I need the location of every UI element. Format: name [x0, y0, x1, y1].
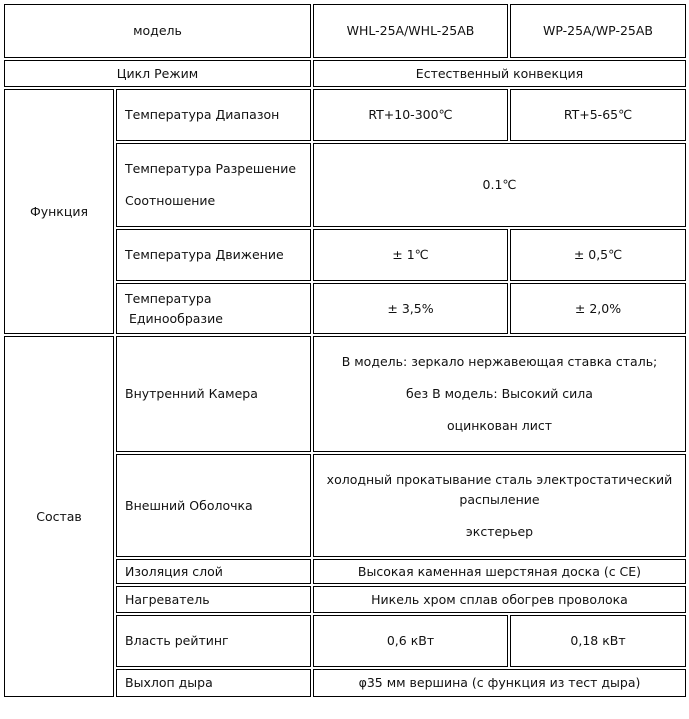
inner-chamber-value-cell: [313, 336, 686, 452]
model-a-cell: WHL-25A/WHL-25AB: [313, 4, 508, 58]
power-a-cell: 0,6 кВт: [313, 615, 508, 667]
outer-shell-line2: распыление: [459, 491, 540, 507]
uniformity-a-cell: ± 3,5%: [313, 283, 508, 334]
uniformity-label-line2: Единообразие: [129, 310, 223, 326]
resolution-label-line1: Температура Разрешение: [125, 161, 297, 176]
heater-value-cell: Никель хром сплав обогрев проволока: [313, 586, 686, 613]
outer-shell-value-cell: [313, 454, 686, 557]
cycle-row: [4, 60, 686, 87]
header-row: [4, 4, 686, 58]
insulation-label-cell: Изоляция слой: [116, 559, 311, 584]
outer-shell-line3: экстерьер: [465, 523, 534, 539]
inner-chamber-line2: без В модель: Высокий сила: [406, 386, 593, 401]
range-a-cell: RT+10-300℃: [313, 89, 508, 141]
uniformity-label-cell: [116, 283, 311, 334]
range-label-cell: Температура Диапазон: [116, 89, 311, 141]
inner-chamber-line3: оцинкован лист: [446, 418, 553, 433]
spec-table: [2, 2, 688, 699]
outer-shell-label-cell: Внешний Оболочка: [116, 454, 311, 557]
range-row: [4, 89, 686, 141]
cycle-value-cell: Естественный конвекция: [313, 60, 686, 87]
outer-shell-line1: холодный прокатывание сталь электростатический: [326, 471, 673, 487]
power-label-cell: Власть рейтинг: [116, 615, 311, 667]
fluctuation-a-cell: ± 1℃: [313, 229, 508, 281]
inner-chamber-label-cell: Внутренний Камера: [116, 336, 311, 452]
inner-chamber-row: [4, 336, 686, 452]
fluctuation-label-cell: Температура Движение: [116, 229, 311, 281]
model-label-cell: модель: [4, 4, 311, 58]
exhaust-value-cell: φ35 мм вершина (с функция из тест дыра): [313, 669, 686, 697]
resolution-label-line2: Соотношение: [125, 193, 216, 208]
uniformity-b-cell: ± 2,0%: [510, 283, 686, 334]
heater-label-cell: Нагреватель: [116, 586, 311, 613]
uniformity-label-line1: Температура: [125, 290, 212, 306]
power-b-cell: 0,18 кВт: [510, 615, 686, 667]
model-b-cell: WP-25A/WP-25AB: [510, 4, 686, 58]
fluctuation-b-cell: ± 0,5℃: [510, 229, 686, 281]
exhaust-label-cell: Выхлоп дыра: [116, 669, 311, 697]
resolution-value-cell: 0.1℃: [313, 143, 686, 227]
composition-group-label: Состав: [4, 336, 114, 697]
cycle-label-cell: Цикл Режим: [4, 60, 311, 87]
inner-chamber-line1: В модель: зеркало нержавеющая ставка сталь;: [341, 354, 658, 369]
resolution-label-cell: [116, 143, 311, 227]
insulation-value-cell: Высокая каменная шерстяная доска (с CE): [313, 559, 686, 584]
range-b-cell: RT+5-65℃: [510, 89, 686, 141]
function-group-label: Функция: [4, 89, 114, 334]
